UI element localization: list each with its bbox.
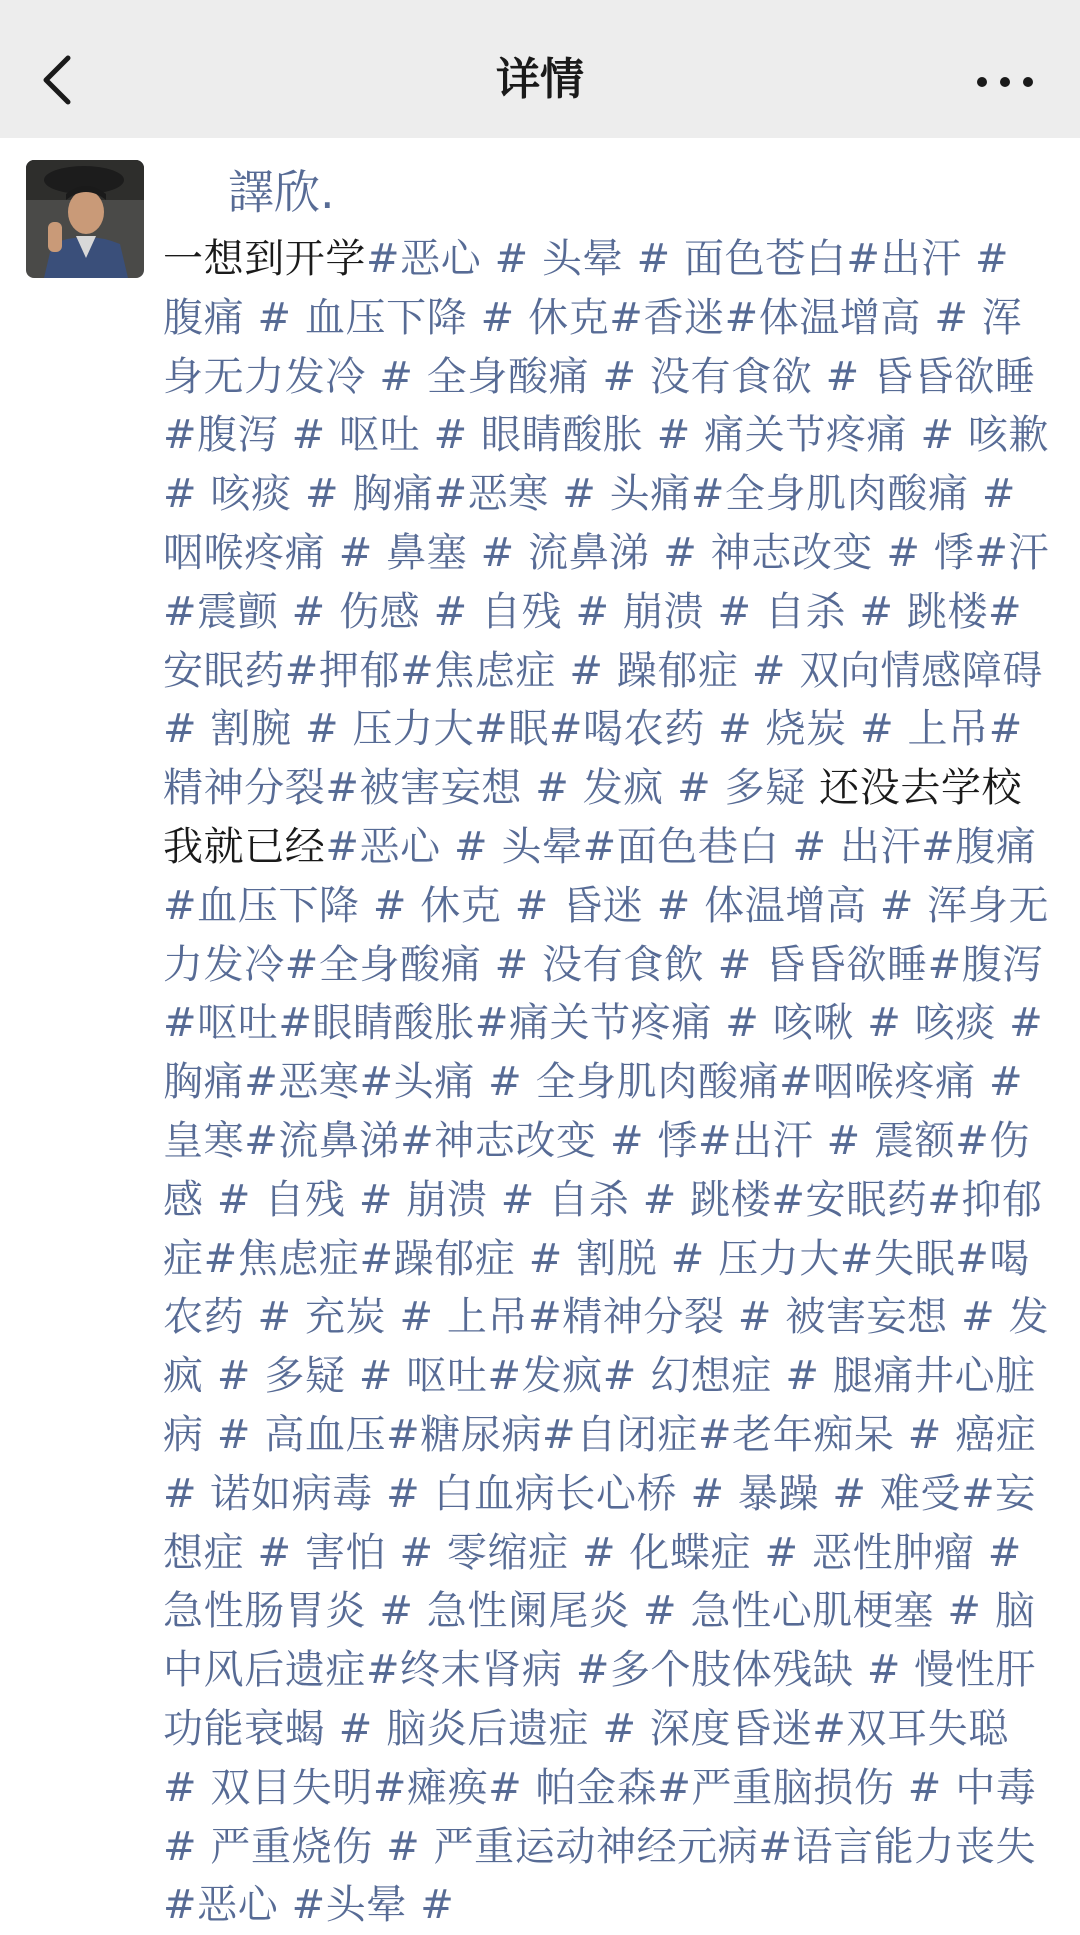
- post-content: [163, 230, 1055, 1935]
- nav-bar: [0, 0, 1080, 138]
- hashtag-list[interactable]: #恶心 # 头晕#面色巷白 # 出汗#腹痛#血压下降 # 休克 # 昏迷 # 体温增高 # 浑身无力发冷#全身酸痛 # 没有食飲 # 昏昏欲睡#腹泻#呕吐#眼睛酸胀#痛关节疼痛 # 咳啾 # 咳痰 # 胸痛#恶寒#头痛 # 全身肌肉酸痛#咽喉疼痛 # 皇寒#流鼻涕#神志改变 # 悸#出汗 # 震额#伤感 # 自残 # 崩溃 # 自杀 # 跳楼#安眠药#抑郁症#焦虑症#躁郁症 # 割脱 # 压力大#失眠#喝农药 # 充炭 # 上吊#精神分裂 # 被害妄想 # 发疯 # 多疑 # 呕吐#发疯# 幻想症 # 腿痛井心脏病 # 高血压#糖尿病#自闭症#老年痴呆 # 癌症 # 诺如病毒 # 白血病长心桥 # 暴躁 # 难受#妄想症 # 害怕 # 零缩症 # 化蝶症 # 恶性肿瘤 # 急性肠胃炎 # 急性阑尾炎 # 急性心肌梗塞 # 脑中风后遗症#终末肾病 #多个肢体残缺 # 慢性肝功能衰蝎 # 脑炎后遗症 # 深度昏迷#双耳失聪 # 双目失明#瘫痪# 帕金森#严重脑损伤 # 中毒 # 严重烧伤 # 严重运动神经元病#语言能力丧失 #恶心 #头晕 #: [163, 823, 1050, 1929]
- hashtag-list[interactable]: #恶心 # 头晕 # 面色苍白#出汗 # 腹痛 # 血压下降 # 休克#香迷#体温增高 # 浑身无力发冷 # 全身酸痛 # 没有食欲 # 昏昏欲睡#腹泻 # 呕吐 # 眼睛酸胀 # 痛关节疼痛 # 咳歉 # 咳痰 # 胸痛#恶寒 # 头痛#全身肌肉酸痛 # 咽喉疼痛 # 鼻塞 # 流鼻涕 # 神志改变 # 悸#汗#震颤 # 伤感 # 自残 # 崩溃 # 自杀 # 跳楼#安眠药#押郁#焦虑症 # 躁郁症 # 双向情感障碍 # 割腕 # 压力大#眠#喝农药 # 烧炭 # 上吊#精神分裂#被害妄想 # 发疯 # 多疑: [163, 236, 1050, 812]
- avatar[interactable]: [26, 160, 144, 278]
- avatar-photo-icon: [26, 160, 144, 278]
- post-text-segment: 还没去学校我就已经: [163, 765, 1023, 870]
- page-title: 详情: [496, 54, 584, 105]
- username[interactable]: 譯欣.: [228, 165, 335, 219]
- post-text-segment: 一想到开学: [163, 236, 366, 282]
- more-dots-icon[interactable]: [970, 62, 1040, 102]
